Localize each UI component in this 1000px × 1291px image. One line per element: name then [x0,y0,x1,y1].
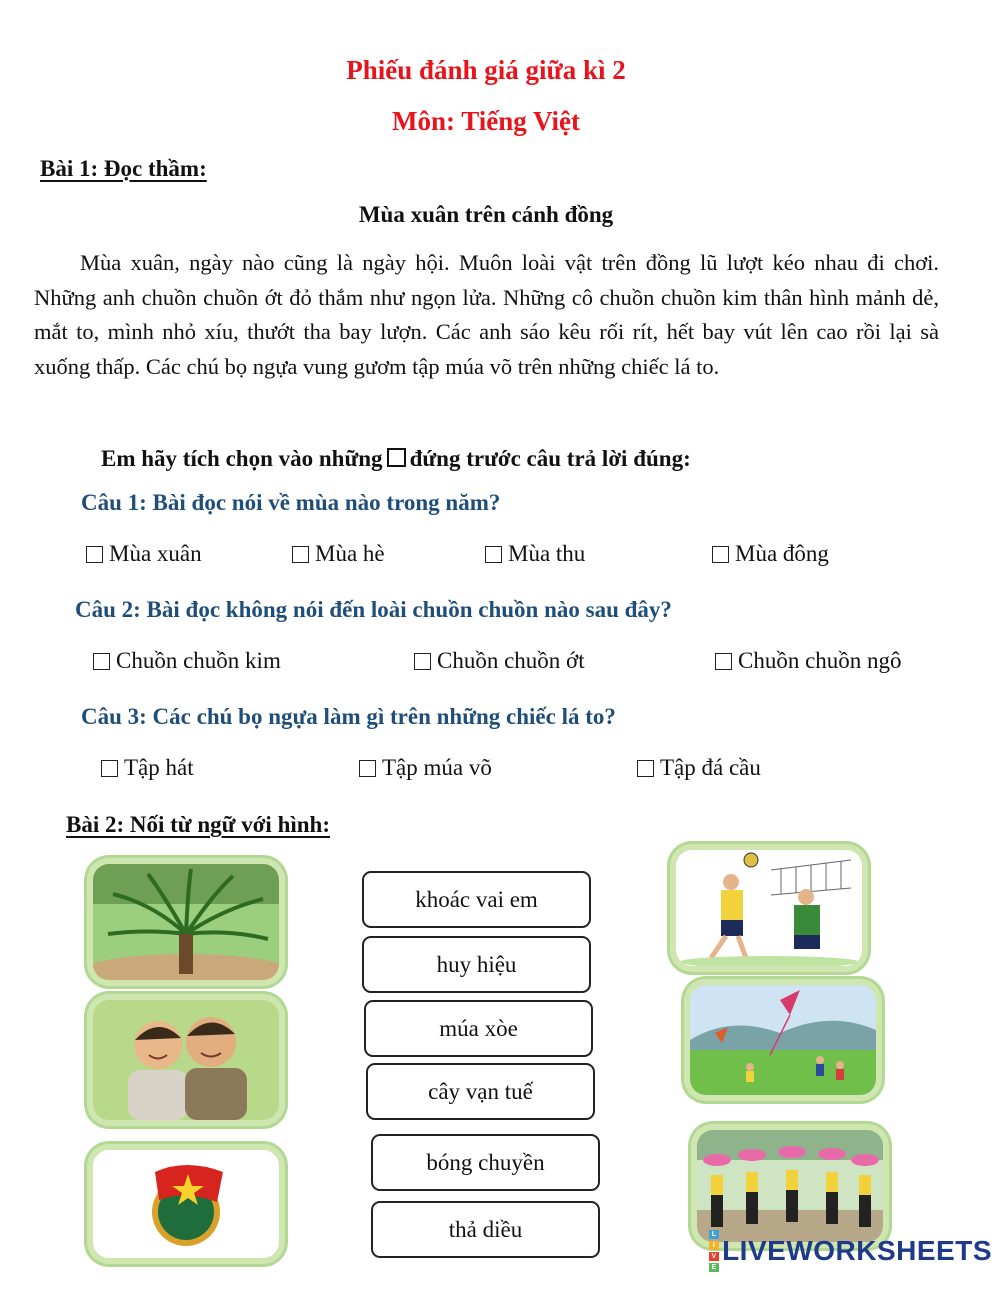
reading-passage: Mùa xuân, ngày nào cũng là ngày hội. Muôn loài vật trên đồng lũ lượt kéo nhau đi chơi. Những anh chuồn chuồn ớt đỏ thắm như ngọn lửa. Những cô chuồn chuồn kim thân hình mảnh dẻ, mắt to, mình nhỏ xíu, thướt tha bay lượn. Các anh sáo kêu rối rít, hết bay vút lên cao rồi lại sà xuống thấp. Các chú bọ ngựa vung gươm tập múa võ trên những chiếc lá to. [34,250,939,379]
checkbox-symbol-icon [387,448,406,467]
word-box-3[interactable] [364,1000,593,1057]
q3-option-3[interactable] [637,755,761,781]
checkbox-icon[interactable] [86,546,103,563]
instruction [101,446,691,472]
q2-option-2[interactable] [414,648,585,674]
logo-letter: V [709,1252,719,1261]
q1-option-3[interactable] [485,541,585,567]
option-label: Mùa xuân [109,541,202,566]
instruction-text-before: Em hãy tích chọn vào những [101,446,383,471]
palm-tree-image[interactable] [93,864,279,980]
passage-title: Mùa xuân trên cánh đồng [358,202,614,227]
option-label: Tập đá cầu [660,755,761,780]
volleyball-image[interactable] [676,850,862,966]
question-1-label: Câu 1: Bài đọc nói về mùa nào trong năm? [81,490,501,515]
q3-option-1[interactable] [101,755,194,781]
option-label: Chuồn chuồn kim [116,648,281,673]
checkbox-icon[interactable] [359,760,376,777]
option-label: Mùa thu [508,541,586,566]
word-label: cây vạn tuế [428,1078,533,1104]
word-box-6[interactable] [371,1201,600,1258]
section2-heading: Bài 2: Nối từ ngữ với hình: [66,812,330,837]
liveworksheets-logo [709,1229,992,1273]
checkbox-icon[interactable] [712,546,729,563]
subject-title: Môn: Tiếng Việt [391,106,580,136]
worksheet-title: Phiếu đánh giá giữa kì 2 [346,55,626,85]
word-label: múa xòe [439,1015,518,1041]
checkbox-icon[interactable] [485,546,502,563]
word-label: bóng chuyền [426,1149,545,1175]
logo-letter: I [709,1241,719,1250]
logo-mark-icon [709,1229,719,1273]
q1-option-4[interactable] [712,541,829,567]
checkbox-icon[interactable] [637,760,654,777]
checkbox-icon[interactable] [292,546,309,563]
checkbox-icon[interactable] [101,760,118,777]
q2-option-1[interactable] [93,648,281,674]
logo-letter: E [709,1263,719,1272]
option-label: Tập hát [124,755,194,780]
section1-heading: Bài 1: Đọc thầm: [40,156,207,181]
option-label: Mùa hè [315,541,385,566]
checkbox-icon[interactable] [715,653,732,670]
option-label: Tập múa võ [382,755,492,780]
q1-option-1[interactable] [86,541,202,567]
word-box-5[interactable] [371,1134,600,1191]
logo-letter: L [709,1230,719,1239]
word-box-1[interactable] [362,871,591,928]
question-2-label: Câu 2: Bài đọc không nói đến loài chuồn chuồn nào sau đây? [75,597,672,622]
q3-option-2[interactable] [359,755,492,781]
badge-image[interactable] [93,1150,279,1258]
option-label: Mùa đông [735,541,829,566]
q2-option-3[interactable] [715,648,902,674]
word-box-4[interactable] [366,1063,595,1120]
checkbox-icon[interactable] [93,653,110,670]
word-box-2[interactable] [362,936,591,993]
word-label: khoác vai em [415,886,538,912]
option-label: Chuồn chuồn ớt [437,648,585,673]
word-label: huy hiệu [436,951,517,977]
kite-flying-image[interactable] [690,985,876,1095]
xoe-dance-image[interactable] [697,1130,883,1242]
question-3-label: Câu 3: Các chú bọ ngựa làm gì trên những chiếc lá to? [81,704,616,729]
word-label: thả diều [448,1216,523,1242]
logo-text: LIVEWORKSHEETS [722,1235,992,1266]
children-hugging-image[interactable] [93,1000,279,1120]
q1-option-2[interactable] [292,541,385,567]
instruction-text-after: đứng trước câu trả lời đúng: [409,446,691,471]
checkbox-icon[interactable] [414,653,431,670]
option-label: Chuồn chuồn ngô [738,648,902,673]
